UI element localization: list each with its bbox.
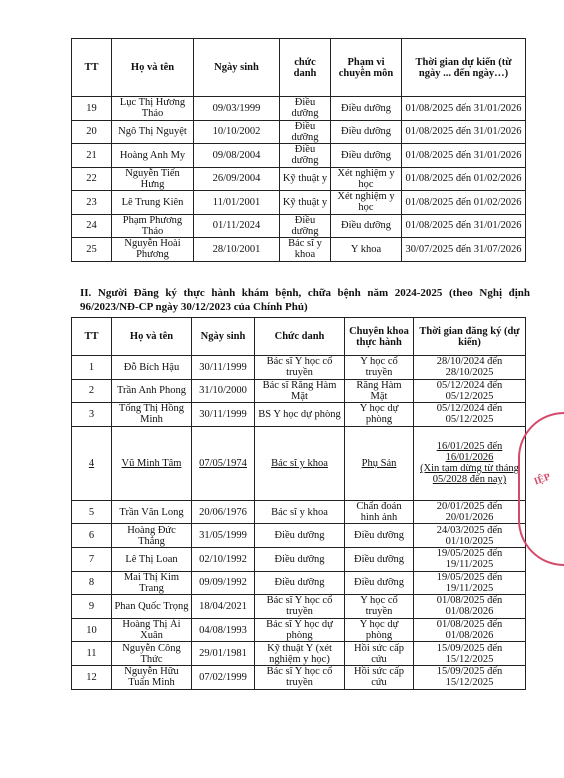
table-row	[72, 547, 526, 571]
date-of-birth: 07/05/1974	[192, 426, 255, 500]
row-number: 10	[72, 618, 112, 642]
practice-specialty: Hồi sức cấp cứu	[345, 642, 414, 666]
practice-specialty: Y học dự phòng	[345, 403, 414, 427]
full-name: Đỗ Bích Hậu	[112, 356, 192, 380]
col-header-name: Họ và tên	[112, 318, 192, 356]
full-name: Phạm Phương Thảo	[112, 214, 194, 238]
job-title: Bác sĩ Y học cổ truyền	[255, 595, 345, 619]
full-name: Ngô Thị Nguyệt	[112, 120, 194, 144]
table-row	[72, 571, 526, 595]
table-row	[72, 97, 526, 121]
col-header-title: chức danh	[280, 39, 331, 97]
job-title: Điều dưỡng	[255, 524, 345, 548]
job-title: Điều dưỡng	[255, 547, 345, 571]
row-number: 9	[72, 595, 112, 619]
practice-specialty: Chẩn đoán hình ảnh	[345, 500, 414, 524]
job-title: Kỹ thuật y	[280, 167, 331, 191]
practice-specialty: Răng Hàm Mặt	[345, 379, 414, 403]
row-number: 25	[72, 238, 112, 262]
full-name: Nguyễn Hữu Tuấn Minh	[112, 665, 192, 689]
expected-period: 01/08/2025 đến 01/02/2026	[402, 191, 526, 215]
row-number: 8	[72, 571, 112, 595]
row-number: 19	[72, 97, 112, 121]
date-of-birth: 20/06/1976	[192, 500, 255, 524]
table-row	[72, 214, 526, 238]
date-of-birth: 09/03/1999	[194, 97, 280, 121]
date-of-birth: 11/01/2001	[194, 191, 280, 215]
full-name: Lê Trung Kiên	[112, 191, 194, 215]
col-header-tt: TT	[72, 39, 112, 97]
row-number: 7	[72, 547, 112, 571]
stamp-text: IỆP	[532, 471, 553, 488]
table-row	[72, 379, 526, 403]
registration-period: 20/01/2025 đến 20/01/2026	[414, 500, 526, 524]
row-number: 23	[72, 191, 112, 215]
job-title: Bác sĩ Răng Hàm Mặt	[255, 379, 345, 403]
practice-scope: Điều dưỡng	[331, 120, 402, 144]
practice-scope: Y khoa	[331, 238, 402, 262]
date-of-birth: 31/05/1999	[192, 524, 255, 548]
practitioner-table-continued	[71, 38, 526, 262]
suspension-note: (Xin tạm dừng từ tháng 05/2028 đến nay)	[420, 463, 519, 486]
job-title: Bác sĩ Y học dự phòng	[255, 618, 345, 642]
job-title: Bác sĩ y khoa	[280, 238, 331, 262]
col-header-name: Họ và tên	[112, 39, 194, 97]
table-row	[72, 426, 526, 500]
registration-period: 05/12/2024 đến 05/12/2025	[414, 403, 526, 427]
full-name: Tống Thị Hồng Minh	[112, 403, 192, 427]
col-header-dob: Ngày sinh	[192, 318, 255, 356]
row-number: 21	[72, 144, 112, 168]
date-of-birth: 30/11/1999	[192, 356, 255, 380]
job-title: Điều dưỡng	[280, 120, 331, 144]
registration-period: 05/12/2024 đến 05/12/2025	[414, 379, 526, 403]
expected-period: 01/08/2025 đến 31/01/2026	[402, 120, 526, 144]
date-of-birth: 30/11/1999	[192, 403, 255, 427]
expected-period: 30/07/2025 đến 31/07/2026	[402, 238, 526, 262]
registration-period: 24/03/2025 đến 01/10/2025	[414, 524, 526, 548]
red-seal-stamp	[518, 412, 564, 566]
col-header-scope: Phạm vi chuyên môn	[331, 39, 402, 97]
row-number: 12	[72, 665, 112, 689]
date-of-birth: 02/10/1992	[192, 547, 255, 571]
date-of-birth: 10/10/2002	[194, 120, 280, 144]
col-header-time: Thời gian dự kiến (từ ngày ... đến ngày…)	[402, 39, 526, 97]
full-name: Hoàng Thị Ái Xuân	[112, 618, 192, 642]
table-row	[72, 500, 526, 524]
section-2-heading: II. Người Đăng ký thực hành khám bệnh, chữa bệnh năm 2024-2025 (theo Nghị định 96/2023/NĐ-CP ngày 30/12/2023 của Chính Phủ)	[80, 287, 530, 313]
practice-scope: Xét nghiệm y học	[331, 191, 402, 215]
job-title: Điều dưỡng	[280, 144, 331, 168]
table-header-row	[72, 39, 526, 97]
practice-specialty: Y học cổ truyền	[345, 595, 414, 619]
registration-period: 01/08/2025 đến 01/08/2026	[414, 595, 526, 619]
table-row	[72, 618, 526, 642]
row-number: 3	[72, 403, 112, 427]
registration-period: 19/05/2025 đến 19/11/2025	[414, 547, 526, 571]
row-number: 11	[72, 642, 112, 666]
table-row	[72, 403, 526, 427]
date-of-birth: 09/09/1992	[192, 571, 255, 595]
row-number: 6	[72, 524, 112, 548]
full-name: Lê Thị Loan	[112, 547, 192, 571]
job-title: Bác sĩ Y học cổ truyền	[255, 356, 345, 380]
expected-period: 01/08/2025 đến 31/01/2026	[402, 97, 526, 121]
practice-specialty: Y học dự phòng	[345, 618, 414, 642]
registration-period: 28/10/2024 đến 28/10/2025	[414, 356, 526, 380]
table-header-row	[72, 318, 526, 356]
practice-scope: Điều dưỡng	[331, 214, 402, 238]
registration-period	[414, 426, 526, 500]
full-name: Nguyễn Hoài Phương	[112, 238, 194, 262]
col-header-title: Chức danh	[255, 318, 345, 356]
row-number: 20	[72, 120, 112, 144]
col-header-dob: Ngày sinh	[194, 39, 280, 97]
full-name: Mai Thị Kim Trang	[112, 571, 192, 595]
table-row	[72, 356, 526, 380]
full-name: Hoàng Anh My	[112, 144, 194, 168]
registration-period: 01/08/2025 đến 01/08/2026	[414, 618, 526, 642]
registration-period: 15/09/2025 đến 15/12/2025	[414, 642, 526, 666]
date-of-birth: 01/11/2024	[194, 214, 280, 238]
expected-period: 01/08/2025 đến 01/02/2026	[402, 167, 526, 191]
row-number: 4	[72, 426, 112, 500]
expected-period: 01/08/2025 đến 31/01/2026	[402, 144, 526, 168]
job-title: Bác sĩ y khoa	[255, 426, 345, 500]
date-of-birth: 26/09/2004	[194, 167, 280, 191]
table-row	[72, 167, 526, 191]
practice-specialty: Điều dưỡng	[345, 571, 414, 595]
practice-specialty: Điều dưỡng	[345, 547, 414, 571]
practice-specialty: Y học cổ truyền	[345, 356, 414, 380]
row-number: 1	[72, 356, 112, 380]
date-of-birth: 07/02/1999	[192, 665, 255, 689]
full-name: Trần Văn Long	[112, 500, 192, 524]
col-header-time: Thời gian đăng ký (dự kiến)	[414, 318, 526, 356]
col-header-tt: TT	[72, 318, 112, 356]
job-title: Bác sĩ Y học cổ truyền	[255, 665, 345, 689]
full-name: Lục Thị Hương Thảo	[112, 97, 194, 121]
job-title: Kỹ thuật Y (xét nghiệm y học)	[255, 642, 345, 666]
registration-period: 15/09/2025 đến 15/12/2025	[414, 665, 526, 689]
full-name: Trần Anh Phong	[112, 379, 192, 403]
practice-specialty: Hồi sức cấp cứu	[345, 665, 414, 689]
date-of-birth: 28/10/2001	[194, 238, 280, 262]
job-title: Điều dưỡng	[255, 571, 345, 595]
full-name: Hoàng Đức Thắng	[112, 524, 192, 548]
job-title: Kỹ thuật y	[280, 191, 331, 215]
row-number: 5	[72, 500, 112, 524]
practice-scope: Điều dưỡng	[331, 144, 402, 168]
table-row	[72, 595, 526, 619]
practitioner-registration-table	[71, 317, 526, 690]
table-row	[72, 524, 526, 548]
practice-scope: Điều dưỡng	[331, 97, 402, 121]
period-dates: 16/01/2025 đến 16/01/2026	[436, 441, 503, 464]
table-row	[72, 120, 526, 144]
date-of-birth: 29/01/1981	[192, 642, 255, 666]
job-title: Điều dưỡng	[280, 97, 331, 121]
date-of-birth: 04/08/1993	[192, 618, 255, 642]
full-name: Phan Quốc Trọng	[112, 595, 192, 619]
date-of-birth: 09/08/2004	[194, 144, 280, 168]
col-header-specialty: Chuyên khoa thực hành	[345, 318, 414, 356]
row-number: 2	[72, 379, 112, 403]
date-of-birth: 31/10/2000	[192, 379, 255, 403]
practice-specialty: Phụ Sản	[345, 426, 414, 500]
table-row	[72, 642, 526, 666]
registration-period: 19/05/2025 đến 19/11/2025	[414, 571, 526, 595]
job-title: Điều dưỡng	[280, 214, 331, 238]
full-name: Nguyễn Tiến Hưng	[112, 167, 194, 191]
full-name: Nguyễn Công Thức	[112, 642, 192, 666]
row-number: 22	[72, 167, 112, 191]
full-name: Vũ Minh Tâm	[112, 426, 192, 500]
job-title: BS Y học dự phòng	[255, 403, 345, 427]
table-row	[72, 191, 526, 215]
job-title: Bác sĩ y khoa	[255, 500, 345, 524]
table-row	[72, 144, 526, 168]
practice-specialty: Điều dưỡng	[345, 524, 414, 548]
table-row	[72, 238, 526, 262]
practice-scope: Xét nghiệm y học	[331, 167, 402, 191]
date-of-birth: 18/04/2021	[192, 595, 255, 619]
expected-period: 01/08/2025 đến 31/01/2026	[402, 214, 526, 238]
row-number: 24	[72, 214, 112, 238]
table-row	[72, 665, 526, 689]
